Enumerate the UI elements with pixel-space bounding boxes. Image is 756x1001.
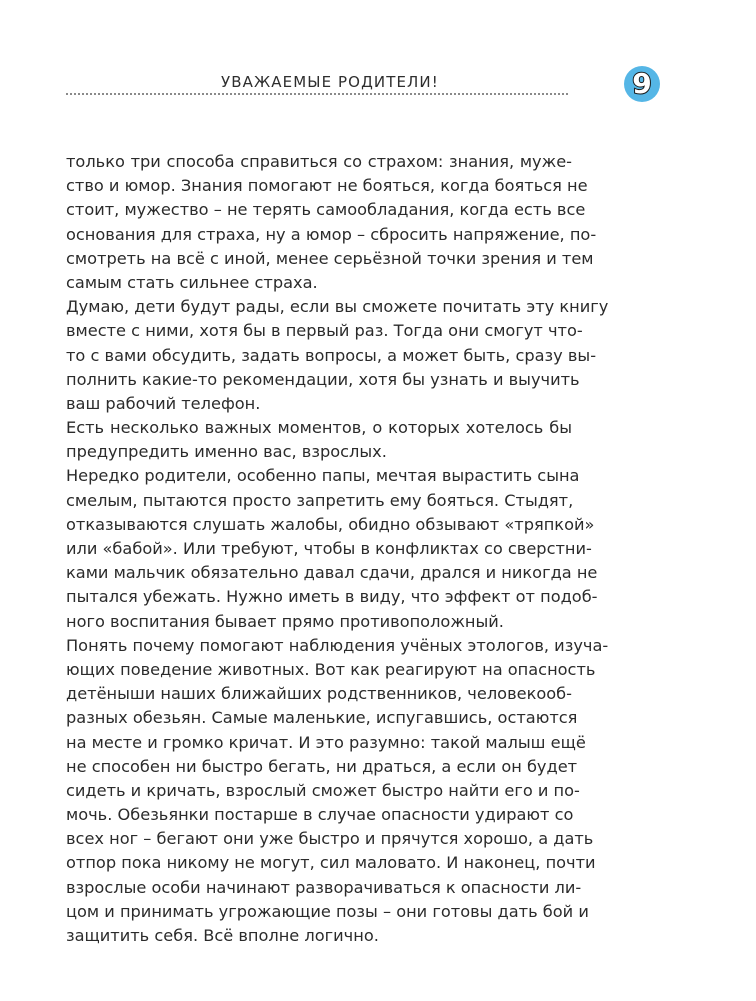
paragraph bbox=[66, 416, 572, 464]
text-line: то с вами обсудить, задать вопросы, а может быть, сразу вы- bbox=[66, 345, 597, 365]
section-header-title: УВАЖАЕМЫЕ РОДИТЕЛИ! bbox=[221, 73, 439, 91]
text-line: Думаю, дети будут рады, если вы сможете почитать эту книгу bbox=[66, 297, 609, 317]
text-line: взрослые особи начинают разворачиваться к опасности ли- bbox=[66, 877, 582, 897]
text-line: детёныши наших ближайших родственников, человекооб- bbox=[66, 684, 572, 704]
text-line: полнить какие-то рекомендации, хотя бы узнать и выучить bbox=[66, 369, 580, 389]
text-line: разных обезьян. Самые маленькие, испугавшись, остаются bbox=[66, 708, 578, 728]
text-line: предупредить именно вас, взрослых. bbox=[66, 442, 387, 462]
text-line: стоит, мужество – не терять самообладания, когда есть все bbox=[66, 200, 586, 220]
text-line: ющих поведение животных. Вот как реагируют на опасность bbox=[66, 659, 596, 679]
text-line: отпор пока никому не могут, сил маловато. И наконец, почти bbox=[66, 853, 596, 873]
paragraph bbox=[66, 464, 598, 633]
text-line: смотреть на всё с иной, менее серьёзной точки зрения и тем bbox=[66, 248, 594, 268]
text-line: смелым, пытаются просто запретить ему бояться. Стыдят, bbox=[66, 490, 574, 510]
paragraph bbox=[66, 295, 609, 416]
header-dotted-rule bbox=[66, 93, 568, 95]
text-line: самым стать сильнее страха. bbox=[66, 272, 318, 292]
text-line: ство и юмор. Знания помогают не бояться, когда бояться не bbox=[66, 176, 588, 196]
text-line: мочь. Обезьянки постарше в случае опасности удирают со bbox=[66, 805, 574, 825]
text-line: не способен ни быстро бегать, ни драться, а если он будет bbox=[66, 756, 578, 776]
text-line: основания для страха, ну а юмор – сбросить напряжение, по- bbox=[66, 224, 597, 244]
text-line: всех ног – бегают они уже быстро и прячутся хорошо, а дать bbox=[66, 829, 594, 849]
text-line: только три способа справиться со страхом: знания, муже- bbox=[66, 152, 572, 171]
text-line: ваш рабочий телефон. bbox=[66, 393, 261, 413]
body-text bbox=[66, 150, 609, 948]
page-number-badge: 9 bbox=[624, 66, 660, 102]
text-line: ного воспитания бывает прямо противоположный. bbox=[66, 611, 504, 631]
text-line: отказываются слушать жалобы, обидно обзывают «тряпкой» bbox=[66, 514, 595, 534]
paragraph bbox=[66, 150, 597, 295]
text-line: или «бабой». Или требуют, чтобы в конфликтах со сверстни- bbox=[66, 539, 592, 558]
text-line: защитить себя. Всё вполне логично. bbox=[66, 926, 379, 945]
text-line: пытался убежать. Нужно иметь в виду, что эффект от подоб- bbox=[66, 587, 598, 607]
text-line: Нередко родители, особенно папы, мечтая вырастить сына bbox=[66, 466, 580, 486]
text-line: вместе с ними, хотя бы в первый раз. Тогда они смогут что- bbox=[66, 321, 583, 341]
text-line: Есть несколько важных моментов, о которых хотелось бы bbox=[66, 418, 572, 438]
paragraph bbox=[66, 634, 609, 948]
text-line: ками мальчик обязательно давал сдачи, дрался и никогда не bbox=[66, 563, 598, 583]
text-line: сидеть и кричать, взрослый сможет быстро найти его и по- bbox=[66, 780, 580, 800]
text-line: цом и принимать угрожающие позы – они готовы дать бой и bbox=[66, 901, 589, 921]
text-line: на месте и громко кричат. И это разумно: такой малыш ещё bbox=[66, 732, 586, 752]
text-line: Понять почему помогают наблюдения учёных этологов, изуча- bbox=[66, 635, 609, 655]
